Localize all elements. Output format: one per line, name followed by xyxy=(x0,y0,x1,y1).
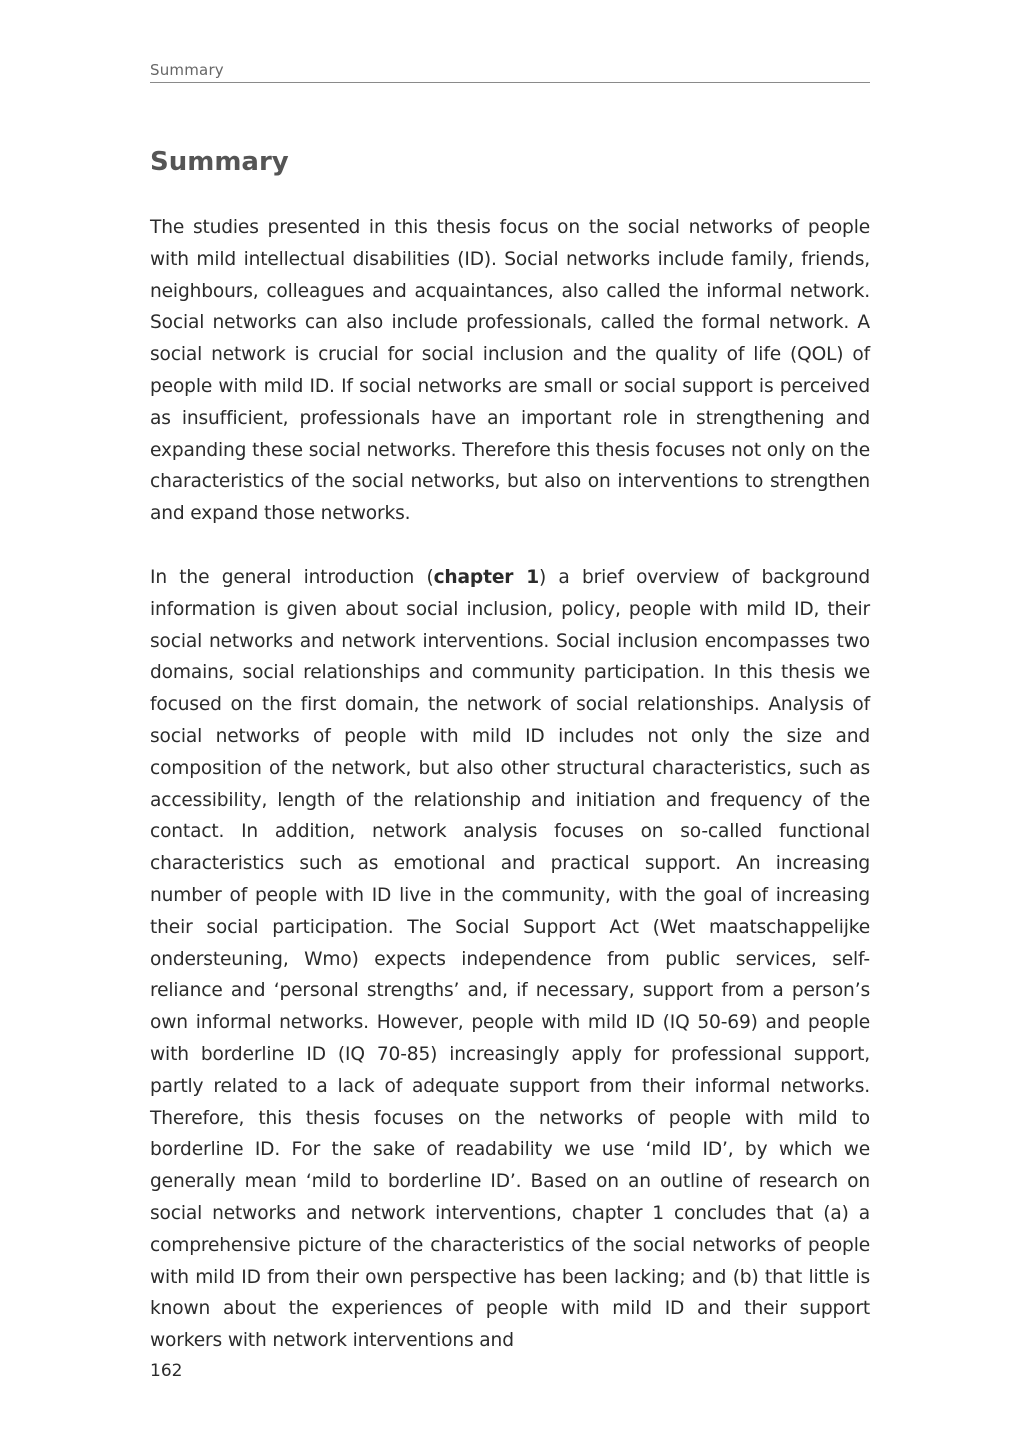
running-header-title: Summary xyxy=(150,61,224,79)
paragraph-chapter-1-lead: In the general introduction ( xyxy=(150,567,434,588)
paragraph-chapter-1 xyxy=(150,562,870,1357)
chapter-1-reference: chapter 1 xyxy=(433,567,539,588)
page-number: 162 xyxy=(150,1361,183,1381)
paragraph-intro: The studies presented in this thesis focus on the social networks of people with mild intellectual disabilities (ID). Social networks include family, friends, neighbours, colleagues and acquaintances, also called the informal network. Social networks can also include professionals, called the formal network. A social network is crucial for social inclusion and the quality of life (QOL) of people with mild ID. If social networks are small or social support is perceived as insufficient, professionals have an important role in strengthening and expanding these social networks. Therefore this thesis focuses not only on the characteristics of the social networks, but also on interventions to strengthen and expand those networks. xyxy=(150,217,870,525)
page-title: Summary xyxy=(150,147,289,177)
paragraph-chapter-1-body: ) a brief overview of background information is given about social inclusion, policy, people with mild ID, their social networks and network interventions. Social inclusion encompasses two domains, social relationships and community participation. In this thesis we focused on the first domain, the network of social relationships. Analysis of social networks of people with mild ID includes not only the size and composition of the network, but also other structural characteristics, such as accessibility, length of the relationship and initiation and frequency of the contact. In addition, network analysis focuses on so-called functional characteristics such as emotional and practical support. An increasing number of people with ID live in the community, with the goal of increasing their social participation. The Social Support Act (Wet maatschappelijke ondersteuning, Wmo) expects independence from public services, self-reliance and ‘personal strengths’ and, if necessary, support from a person’s own informal networks. However, people with mild ID (IQ 50-69) and people with borderline ID (IQ 70-85) increasingly apply for professional support, partly related to a lack of adequate support from their informal networks. Therefore, this thesis focuses on the networks of people with mild to borderline ID. For the sake of readability we use ‘mild ID’, by which we generally mean ‘mild to borderline ID’. Based on an outline of research on social networks and network interventions, chapter 1 concludes that (a) a comprehensive picture of the characteristics of the social networks of people with mild ID from their own perspective has been lacking; and (b) that little is known about the experiences of people with mild ID and their support workers with network interventions and xyxy=(150,567,870,1352)
running-header xyxy=(150,60,870,83)
